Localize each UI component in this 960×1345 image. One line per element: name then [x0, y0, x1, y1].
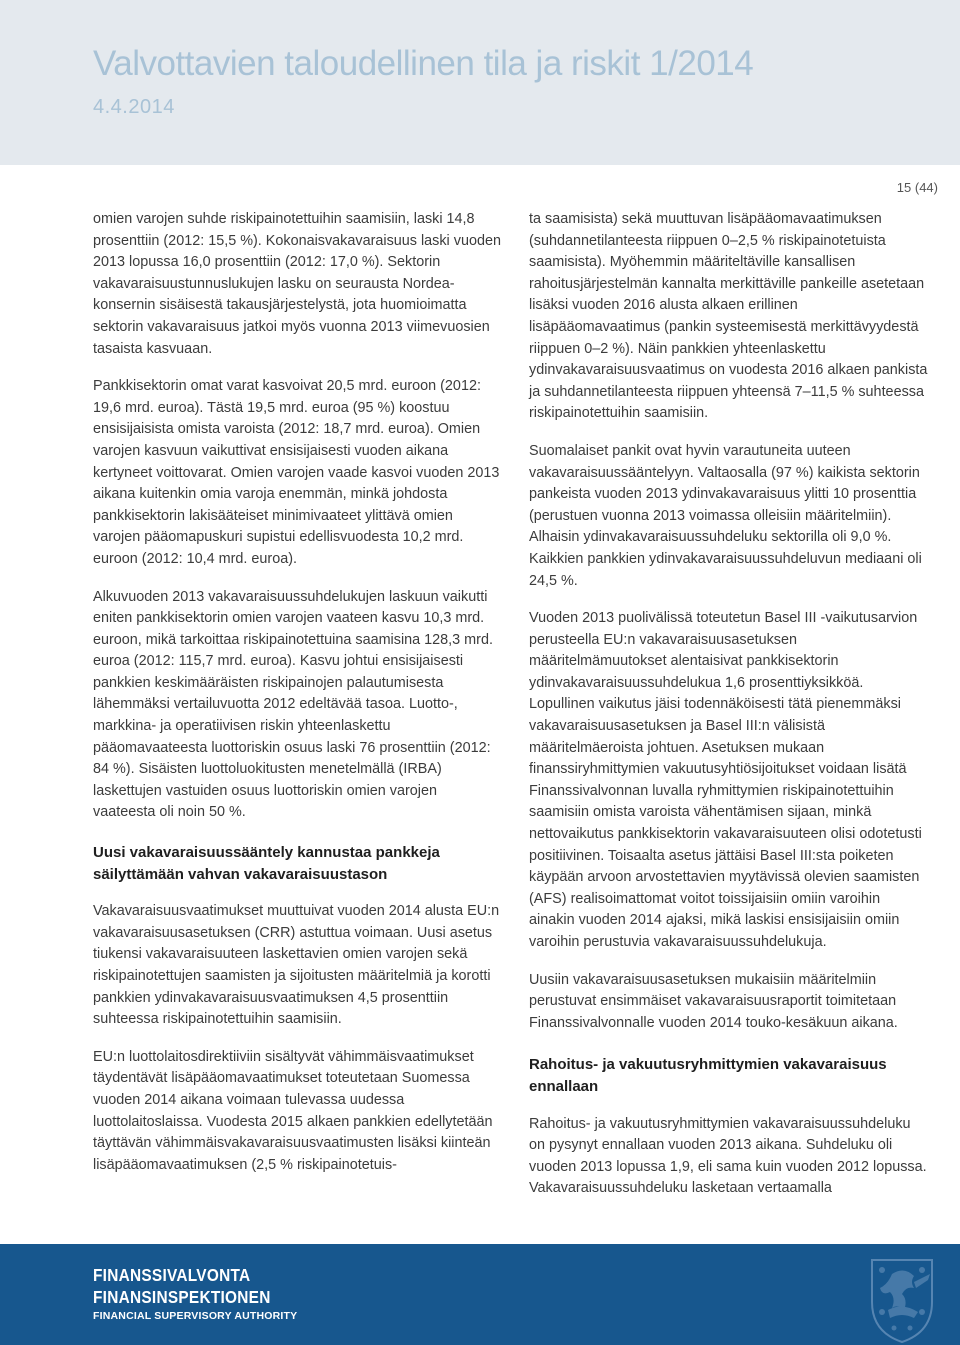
- logo-text-fi: FINANSSIVALVONTA: [93, 1265, 251, 1285]
- paragraph: Suomalaiset pankit ovat hyvin varautuneita uuteen vakavaraisuussääntelyyn. Valtaosalla (97 %) kaikista sektorin pankeista vuoden 2013 ydinvakavaraisuus ylitti 10 prosenttia (perustuen vuonna 2013 voimassa olleisiin määritelmiin). Alhaisin ydinvakavaraisuussuhdeluku sektorilla oli 9,0 %. Kaikkien pankkien ydinvakavaraisuussuhdeluvun mediaani oli 24,5 %.: [529, 442, 922, 589]
- paragraph: Rahoitus- ja vakuutusryhmittymien vakavaraisuussuhdeluku on pysynyt ennallaan vuoden 2013 aikana. Suhdeluku oli vuoden 2013 lopussa 1,9, eli sama kuin vuoden 2012 lopussa. Vakavaraisuussuhdeluku lasketaan vertaamalla: [529, 1115, 927, 1197]
- paragraph: EU:n luottolaitosdirektiiviin sisältyvät vähimmäisvaatimukset täydentävät lisäpääomavaatimukset toteutetaan Suomessa vuoden 2014 aikana voimaan tulevassa uudessa luottolaitoslaissa. Vuodesta 2015 alkaen pankkien edellytetään täyttävän vähimmäisvakavaraisuusvaatimusten lisäksi kiinteän lisäpääomavaatimuksen (2,5 % riskipainotetuis-: [93, 1048, 493, 1173]
- section-heading: Uusi vakavaraisuussääntely kannustaa pankkeja säilyttämään vahvan vakavaraisuustason: [93, 844, 440, 883]
- logo-text-sv: FINANSINSPEKTIONEN: [93, 1287, 271, 1307]
- paragraph: Vuoden 2013 puolivälissä toteutetun Basel III -vaikutusarvion perusteella EU:n vakavaraisuusasetuksen määritelmämuutokset alentaisivat pankkisektorin ydinvakavaraisuussuhdelukua 1,6 prosenttiyksikköä. Lopullinen vaikutus jäisi todennäköisesti tätä pienemmäksi vakavaraisuusasetuksen ja Basel III:n välisistä määritelmäeroista johtuen. Asetuksen mukaan finanssiryhmittymien vakuutusyhtiösijoitukset voidaan lisätä Finanssivalvonnan luvalla ryhmittymien riskipainotettuihin saamisiin omista varoista vähentämisen sijaan, minkä nettovaikutus pankkisektorin vakavaraisuuteen olisi odotetusti positiivinen. Toisaalta asetus jättäisi Basel III:sta poiketen käypään arvoon arvostettavien myytävissä olevien saamisten (AFS) realisoimattomat voitot toissijaisiin omiin varoihin ainakin vuoden 2014 ajaksi, mikä laskisi ensisijaisiin omiin varoihin perustuvia vakavaraisuussuhdelukuja.: [529, 610, 922, 950]
- paragraph: Pankkisektorin omat varat kasvoivat 20,5 mrd. euroon (2012: 19,6 mrd. euroa). Tästä 19,5 mrd. euroa (95 %) koostuu ensisijaisista omista varoista (2012: 18,7 mrd. euroa). Omien varojen kasvuun vaikuttivat ensisijaisesti vuoden aikana kertyneet voittovarat. Omien varojen vaade kasvoi vuoden 2013 aikana kuitenkin omia varoja enemmän, minkä johdosta pankkisektorin lakisääteiset minimivaateet ylittävä omien varojen pääomapuskuri supistui edellisvuodesta 10,2 mrd. euroon (2012: 10,4 mrd. euroa).: [93, 378, 500, 567]
- page-header: [0, 0, 960, 171]
- section-heading: Rahoitus- ja vakuutusryhmittymien vakavaraisuus ennallaan: [529, 1056, 887, 1095]
- paragraph: ta saamisista) sekä muuttuvan lisäpääomavaatimuksen (suhdannetilanteesta riippuen 0–2,5 % riskipainotetuista saamisista). Myöhemmin määriteltäville kansallisen rahoitusjärjestelmän kannalta merkittäville pankeille asetetaan lisäksi vuoden 2016 alusta alkaen erillinen lisäpääomavaatimus (pankin systeemisestä merkittävyydestä riippuen 0–2 %). Näin pankkien yhteenlaskettu ydinvakavaraisuusvaatimus on vuodesta 2016 alkaen pankista ja suhdannetilanteesta riippuen yhteensä 7–11,5 % suhteessa riskipainotettuihin saamisiin.: [529, 211, 928, 422]
- page-number: 15 (44): [896, 180, 938, 195]
- coat-of-arms-lion-icon: [852, 1252, 952, 1345]
- document-date: 4.4.2014: [93, 96, 175, 118]
- page-footer: [0, 1244, 960, 1345]
- paragraph: Vakavaraisuusvaatimukset muuttuivat vuoden 2014 alusta EU:n vakavaraisuusasetuksen (CRR) astuttua voimaan. Uusi asetus tiukensi vakavaraisuuteen laskettavien omien varojen sekä riskipainotettujen saamisten ja sijoitusten määritelmiä ja korotti pankkien ydinvakavaraisuusvaatimuksen 4,5 prosenttiin suhteessa riskipainotettuihin saamisiin.: [93, 903, 500, 1028]
- paragraph: Alkuvuoden 2013 vakavaraisuussuhdelukujen laskuun vaikutti eniten pankkisektorin omien varojen vaateen kasvu 10,3 mrd. euroon, mikä tarkoittaa riskipainotettuina saamisina 128,3 mrd. euroa (2012: 115,7 mrd. euroa). Kasvu johtui ensisijaisesti pankkien keskimääräisten riskipainojen palautumisesta lähemmäksi vertailuvuotta 2012 edeltävää tasoa. Luotto-, markkina- ja operatiivisen riskin yhteenlaskettu pääomavaateesta luottoriskin osuus laski 76 prosenttiin (2012: 84 %). Sisäisten luottoluokitusten menetelmällä (IRBA) laskettujen vastuiden osuus luottoriskin omien varojen vaateesta oli noin 50 %.: [93, 588, 493, 821]
- right-column: [529, 209, 929, 1216]
- logo-text-en: FINANCIAL SUPERVISORY AUTHORITY: [93, 1310, 298, 1322]
- paragraph: omien varojen suhde riskipainotettuihin saamisiin, laski 14,8 prosenttiin (2012: 15,5 %). Kokonaisvakavaraisuus laski vuoden 2013 lopussa 16,0 prosenttiin (2012: 17,0 %). Sektorin vakavaraisuustunnuslukujen lasku on seurausta Nordea-konsernin sisäisestä takausjärjestelystä, jota huomioimatta sektorin vakavaraisuus jatkoi myös vuonna 2013 viimevuosien tasaista kasvuaan.: [93, 211, 501, 357]
- paragraph: Uusiin vakavaraisuusasetuksen mukaisiin määritelmiin perustuvat ensimmäiset vakavaraisuusraportit toimitetaan Finanssivalvonnalle vuoden 2014 touko-kesäkuun aikana.: [529, 971, 898, 1031]
- left-column: [93, 209, 503, 1192]
- document-title: Valvottavien taloudellinen tila ja riskit 1/2014: [93, 44, 754, 83]
